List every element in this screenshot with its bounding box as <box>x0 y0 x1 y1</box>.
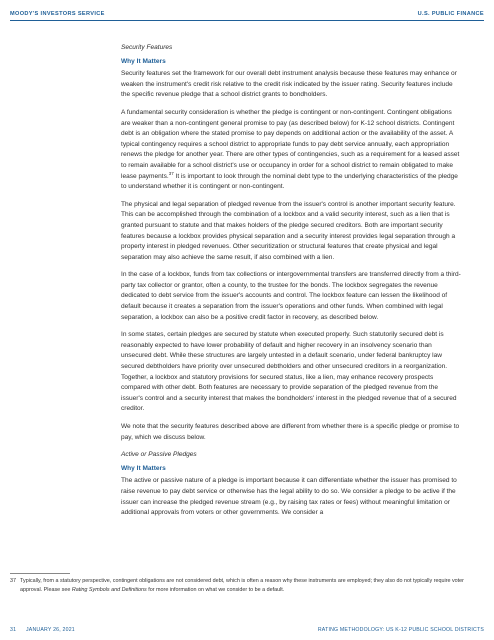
paragraph-text: A fundamental security consideration is whether the pledge is contingent or non-contingent. Contingent obligations are weaker than a non-contingent general promise to pay (as described below) for K-12 school districts. Contingent debt is an obligation where the stated promise to pay depends on additional action or the availability of the asset. A typical contingency requires a school district to appropriate funds to pay debt service annually, each appropriation renews the pledge for another year. There are other types of contingencies, such as a requirement for a leased asset to remain available for a school district's use or occupancy in order for a school district to remain obligated to make lease payments. <box>121 108 460 180</box>
subsection-why-it-matters: Why It Matters <box>121 57 166 65</box>
footnote-reference[interactable]: 37 <box>168 170 174 176</box>
publication-date: JANUARY 26, 2021 <box>26 627 75 633</box>
paragraph: In some states, certain pledges are secured by statute when executed properly. Such statutorily secured debt is reasonably expected to have lower probability of default and higher recovery in an insolvency scenario than unsecured debt. While these structures are largely untested in a default scenario, under federal bankruptcy law secured debtholders have priority over unsecured debtholders and other unsecured creditors in a reorganization. Together, a lockbox and statutory provisions for secured status, like a lien, may enhance recovery prospects compared with other debt. Both features are necessary to provide separation of the pledged revenue from the issuer's control and a security interest that makes the bondholders' interest in the pledged revenue that of a secured creditor. <box>121 331 457 413</box>
header-rule <box>10 20 484 21</box>
main-content <box>121 43 461 526</box>
subsection-why-it-matters: Why It Matters <box>121 464 166 472</box>
section-title-security-features: Security Features <box>121 44 173 51</box>
footnote <box>10 577 480 594</box>
document-title: RATING METHODOLOGY: US K-12 PUBLIC SCHOOL DISTRICTS <box>317 627 484 633</box>
page-footer <box>10 627 484 635</box>
footnote-text-part: Typically, from a statutory perspective, contingent obligations are not considered debt, which is often a reason why these instruments are employed; they also do not typically require voter approval. Please see <box>20 578 464 593</box>
page-number: 31 <box>10 627 17 633</box>
section-title-active-passive: Active or Passive Pledges <box>121 451 197 459</box>
paragraph <box>121 108 461 193</box>
paragraph: We note that the security features described above are different from whether there is a specific pledge or promise to pay, which we discuss below. <box>121 423 460 441</box>
footnote-link[interactable]: Rating Symbols and Definitions <box>71 586 147 593</box>
footnote-number: 37 <box>10 578 16 584</box>
page-header <box>0 11 494 23</box>
paragraph-text: It is important to look through the nominal debt type to the underlying characteristics of the pledge to understand whether it is contingent or non-contingent. <box>121 172 458 191</box>
footnote-rule <box>10 573 70 574</box>
publisher-name: MOODY'S INVESTORS SERVICE <box>10 11 105 17</box>
footnote-text <box>20 577 478 594</box>
paragraph: Security features set the framework for our overall debt instrument analysis because these features may enhance or weaken the instrument's credit risk relative to the credit risk indicated by the issuer rating. Security features include the specific revenue pledge that a school district grants to bondholders. <box>121 70 457 99</box>
section-name: U.S. PUBLIC FINANCE <box>417 11 484 17</box>
paragraph: In the case of a lockbox, funds from tax collections or intergovernmental transfers are transferred directly from a third-party tax collector or grantor, often a county, to the trustee for the bonds. The lockbox segregates the revenue dedicated to debt service from the issuer's accounts and control. The lockbox feature can lessen the likelihood of default because it creates a separation from the issuer's operations and other funds. When combined with legal separation, a lockbox can also be a positive credit factor in recovery, as described below. <box>121 271 461 321</box>
paragraph: The physical and legal separation of pledged revenue from the issuer's control is another important security feature. This can be accomplished through the combination of a lockbox and a valid security interest, such as a lien that is granted pursuant to statute and that makes holders of the pledge secured creditors. Both are important security features because a lockbox provides physical separation and a security interest provides legal separation through a property interest in pledged revenues. Other securitization or structural features that create physical and legal separation may also achieve the same result, if also combined with a lien. <box>121 200 456 261</box>
paragraph: The active or passive nature of a pledge is important because it can differentiate whether the issuer has promised to raise revenue to pay debt service or otherwise has the legal ability to do so. We consider a pledge to be active if the issuer can increase the pledged revenue stream (e.g., by raising tax rates or fees) without meaningful limitation or additional approvals from voters or other governments. We consider a <box>121 477 457 517</box>
footnote-text-part: for more information on what we consider to be a default. <box>146 586 285 593</box>
